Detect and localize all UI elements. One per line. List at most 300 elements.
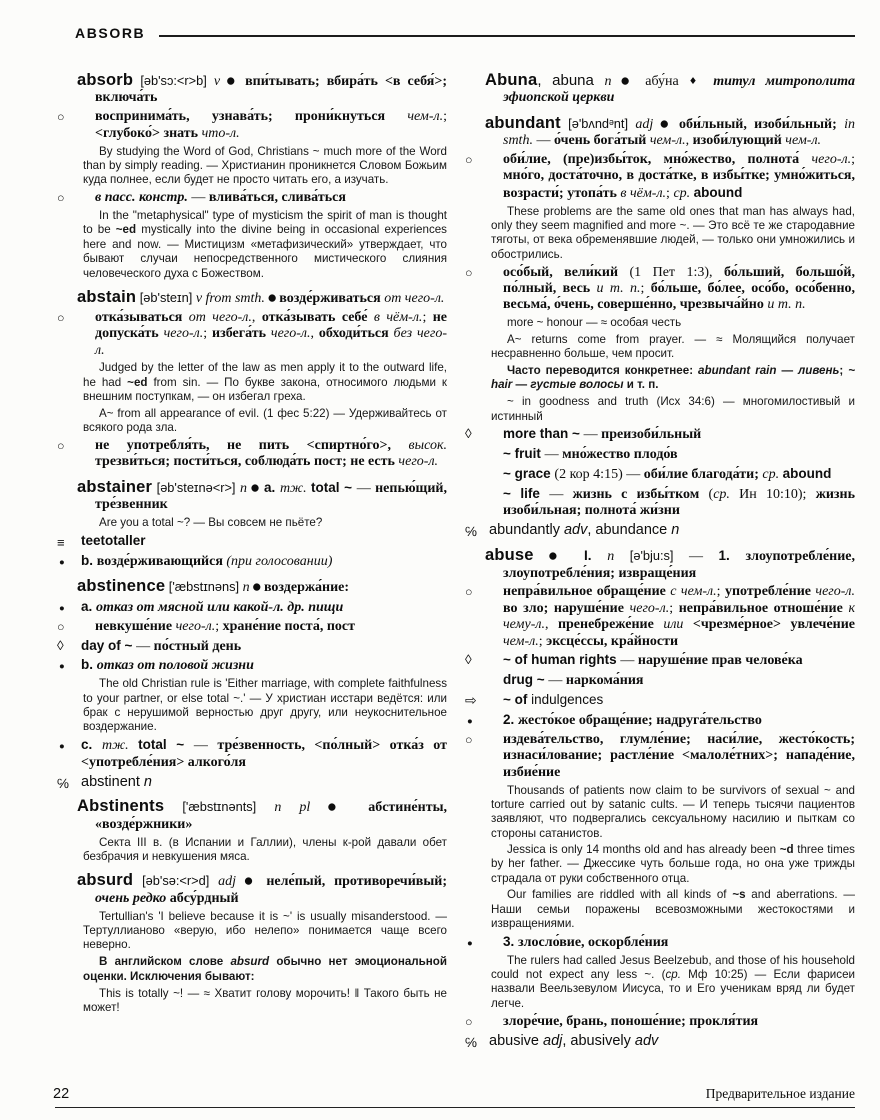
text-segment: <чрезме́рное> увлече́ние — [683, 617, 855, 633]
text-segment: total ~ — [310, 479, 357, 495]
text-segment: ; — [422, 309, 433, 325]
entry-abstain — [55, 288, 447, 307]
phrase-paragraph — [463, 446, 855, 463]
text-segment: абу́на — [645, 74, 689, 89]
paragraph-text — [491, 954, 855, 1012]
text-segment: [ə'bju:s] — [614, 548, 690, 564]
text-segment: ; — [443, 109, 447, 125]
paragraph-text — [83, 836, 447, 865]
paragraph-text — [491, 843, 855, 886]
paragraph-text — [77, 71, 447, 107]
text-segment: mystically into the divine being in occasional experiences here and now. — Мистицизм «метафизический» утверждает, что бывают случаи непосредственного мистического слияния человеческого духа с Божеством. — [83, 223, 447, 280]
paragraph-text — [81, 638, 447, 655]
sense-paragraph — [55, 310, 447, 359]
paragraph-text — [83, 677, 447, 735]
paragraph-text — [83, 955, 447, 984]
text-segment: — — [689, 549, 719, 565]
text-segment: жизнь изоби́льная; полнота́ жи́зни — [503, 487, 855, 519]
text-segment: ● — [220, 75, 246, 87]
paragraph-text — [491, 888, 855, 931]
text-segment: и т. п. — [623, 378, 659, 392]
text-segment: from sin. — По букве закона, относимого людьми к внешним поступкам, — он избегал греха. — [83, 375, 447, 404]
paragraph-text — [489, 522, 855, 539]
example-paragraph — [463, 784, 855, 842]
sense-paragraph — [463, 265, 855, 314]
text-segment: abundant — [485, 113, 561, 132]
text-segment: тж. — [279, 480, 311, 496]
paragraph-text — [503, 466, 855, 483]
text-segment: воздержа́ние: — [263, 579, 350, 595]
text-segment: ~ grace — [503, 466, 555, 482]
text-segment: abstain — [77, 287, 137, 306]
note-paragraph — [463, 364, 855, 393]
text-segment: возде́рживаться — [279, 290, 385, 306]
text-segment: жизнь с избы́тком — [572, 487, 709, 502]
text-segment: Ин 10:10); — [729, 487, 816, 502]
text-segment: чего-л. — [811, 152, 852, 167]
text-segment: three times by her father. — Джессике чуть больше года, но она уже трижды страдала от руки собственного отца. — [491, 843, 855, 885]
paragraph-text — [503, 265, 855, 314]
text-segment: 1. — [718, 548, 746, 564]
text-segment: ● — [249, 581, 264, 593]
text-segment: ; — [839, 363, 849, 377]
paragraph-text — [81, 553, 447, 570]
text-segment: adv — [634, 1032, 659, 1049]
text-segment: чем-л. — [503, 633, 539, 649]
text-segment: наруше́ние прав челове́ка — [637, 653, 803, 669]
header-rule — [159, 35, 855, 37]
text-segment: ~s — [732, 888, 746, 902]
text-segment: abuse — [485, 546, 534, 565]
letter-paragraph — [55, 638, 447, 655]
text-segment: Часто переводится конкретнее: — [507, 363, 699, 377]
entry-abuna — [463, 71, 855, 107]
example-paragraph — [55, 145, 447, 188]
text-segment: ♦ — [688, 76, 714, 87]
note-paragraph — [55, 836, 447, 865]
text-segment: отказ от мясной или какой-л. др. пищи — [96, 599, 344, 615]
paragraph-text — [503, 1014, 855, 1030]
sense-paragraph — [463, 152, 855, 202]
paragraph-text — [491, 395, 855, 424]
letter-paragraph — [55, 657, 447, 674]
text-segment: ● — [653, 118, 679, 130]
text-segment: очень редко — [95, 890, 170, 906]
text-segment: , abundance — [587, 522, 672, 539]
text-segment: Секта III в. (в Испании и Галлии), члены к-рой давали обет безбрачия и невкушения мяса. — [83, 835, 447, 864]
text-columns — [55, 64, 855, 1078]
text-segment: В английском слове — [99, 955, 231, 969]
text-segment: чего-л. — [629, 600, 670, 616]
text-segment: отказ от половой жизни — [96, 658, 254, 674]
text-segment: или — [663, 617, 684, 633]
sense-paragraph — [55, 109, 447, 142]
sense-marker: ⇨ — [465, 692, 477, 709]
sense-marker: ○ — [465, 153, 473, 167]
sense-marker: ○ — [465, 732, 473, 747]
text-segment: n — [242, 579, 250, 595]
text-segment: adj — [543, 1032, 563, 1049]
text-segment: 2. — [503, 712, 519, 728]
example-paragraph — [55, 209, 447, 281]
paragraph-text — [81, 774, 447, 791]
text-segment: Tertullian's 'I believe because it is ~' is usually misanderstood. — Тертуллианово «верую, ибо нелепо» понимается чаще всего неверно. — [83, 909, 447, 952]
text-segment: густые волосы — [530, 378, 624, 392]
text-segment: n — [143, 773, 152, 790]
sense-paragraph — [463, 712, 855, 729]
text-segment: ; — [640, 281, 651, 296]
text-segment: чем-л. — [649, 133, 686, 149]
entry-abundant — [463, 114, 855, 150]
deriv-paragraph — [463, 1033, 855, 1050]
paragraph-text — [83, 209, 447, 281]
text-segment: — — [187, 190, 209, 206]
text-segment: тж. — [101, 738, 139, 754]
letter-paragraph — [55, 737, 447, 771]
text-segment: ['æbstɪnəns] — [165, 578, 243, 594]
text-segment: v — [213, 74, 221, 89]
text-segment: чего-л. — [815, 584, 855, 600]
footer-rule — [55, 1107, 855, 1108]
text-segment: By studying the Word of God, Christians ~ much more of the Word than by simply reading. — Христианин проникнется Словом Божьим куда полнее, если будет не просто читать его, а изучать. — [83, 144, 447, 187]
text-segment: ; — [203, 326, 212, 342]
text-segment: — — [583, 427, 602, 443]
text-segment: титул митрополита эфиопской церкви — [503, 74, 855, 106]
paragraph-text — [83, 516, 447, 530]
text-segment: Thousands of patients now claim to be survivors of sexual ~ and torture carried out by satanic cults. — И теперь тысячи пациентов заявляют, что подвергались сексуальному насилию и пыткам со стороны сатанистов. — [491, 783, 855, 840]
text-segment: teetotaller — [81, 532, 146, 548]
sense-marker: ○ — [57, 619, 65, 634]
sense-marker: ● — [59, 661, 65, 673]
sense-marker: ● — [59, 556, 65, 568]
text-segment: ливень — [798, 363, 840, 377]
paragraph-text — [489, 1033, 855, 1050]
text-segment: ср. — [673, 185, 694, 201]
sense-marker: ℅ — [465, 524, 477, 540]
text-segment: adj — [635, 116, 654, 132]
text-segment: злоре́чие, брань, поноше́ние; прокля́тия — [503, 1013, 759, 1029]
text-segment: <глубоко́> знать — [95, 125, 202, 141]
page-footer — [55, 1078, 855, 1108]
text-segment: a. — [81, 598, 97, 614]
text-segment: воспринима́ть, узнава́ть; прони́кнуться — [95, 109, 408, 125]
sense-marker: ℅ — [465, 1034, 477, 1050]
text-segment: indulgences — [531, 692, 604, 708]
text-segment: ● — [246, 482, 265, 493]
text-segment: оби́лие, (пре)избы́ток, мно́жество, полнота́ — [503, 152, 812, 167]
example-paragraph — [463, 205, 855, 263]
text-segment: с чем-л. — [670, 584, 717, 600]
text-segment: абсу́рдный — [169, 890, 239, 906]
text-segment: и т. п. — [767, 297, 806, 313]
paragraph-text — [503, 692, 855, 709]
paragraph-text — [77, 797, 447, 833]
entry-abuse — [463, 546, 855, 582]
paragraph-text — [503, 712, 855, 729]
text-segment: изоби́лующий — [692, 133, 786, 149]
text-segment: , — [685, 133, 693, 149]
text-segment: The rulers had called Jesus Beelzebub, and those of his household could not expect any less ~. ( — [491, 953, 855, 982]
paragraph-text — [83, 361, 447, 404]
text-segment: Are you a total ~? — Вы совсем не пьёте? — [99, 515, 323, 529]
paragraph-text — [77, 871, 447, 907]
text-segment: abound — [693, 184, 743, 200]
paragraph-text — [83, 407, 447, 436]
text-segment: ; — [538, 633, 547, 649]
text-segment: c. — [81, 737, 102, 753]
sense-marker: ○ — [465, 265, 473, 280]
example-paragraph — [463, 333, 855, 362]
entry-abstainer — [55, 478, 447, 514]
text-segment: [əb'steɪn] — [136, 289, 196, 305]
sense-paragraph — [463, 426, 855, 443]
text-segment: ~ in goodness and truth (Исх 34:6) — многомилостивый и истинный — [491, 395, 855, 423]
paragraph-text — [83, 145, 447, 188]
sense-marker: ℅ — [57, 775, 69, 791]
text-segment: ср. — [713, 487, 730, 502]
text-segment: , abuna — [537, 72, 605, 89]
text-segment: трезви́ться; пости́ться, соблюда́ть пост; не есть — [95, 454, 399, 470]
text-segment: избега́ть — [212, 326, 271, 342]
example-paragraph — [55, 677, 447, 735]
paragraph-text — [77, 287, 447, 307]
text-segment: ● — [533, 550, 584, 562]
text-segment: , — [251, 309, 262, 325]
example-paragraph — [463, 888, 855, 931]
paragraph-text — [503, 732, 855, 781]
entry-absurd — [55, 871, 447, 907]
sense-marker: ○ — [465, 585, 473, 600]
text-segment: b. — [81, 552, 97, 568]
text-segment: непра́вильное отноше́ние — [678, 600, 849, 616]
text-segment: в чём-л. — [620, 185, 667, 201]
text-segment: — — [512, 378, 531, 392]
paragraph-text — [503, 934, 855, 951]
text-segment: мно́го, доста́точно, в доста́тке, в избы́тке; умно́житься, возрасти́; утопа́ть — [503, 168, 855, 201]
text-segment: a. — [264, 479, 280, 495]
sense-marker: ○ — [57, 438, 65, 453]
text-segment: In the "metaphysical" type of mysticism the spirit of man is thought to be — [83, 209, 447, 237]
text-segment: ; — [669, 600, 679, 616]
sense-paragraph — [463, 692, 855, 709]
example-paragraph — [55, 361, 447, 404]
text-segment: ~ed — [115, 223, 137, 237]
text-segment: Jessica is only 14 months old and has already been — [507, 843, 780, 857]
text-segment: что-л. — [201, 125, 240, 141]
text-segment: чем-л. — [785, 133, 822, 149]
text-segment: ( — [708, 487, 714, 502]
paragraph-text — [95, 190, 447, 206]
paragraph-text — [95, 438, 447, 471]
letter-paragraph — [55, 599, 447, 616]
text-segment: чего-л. — [270, 326, 311, 342]
paragraph-text — [81, 657, 447, 674]
sense-marker: ○ — [465, 1014, 473, 1029]
text-segment: абстине́нты, «возде́ржники» — [95, 800, 447, 832]
text-segment: ~ed — [127, 375, 148, 389]
text-segment: влива́ться, слива́ться — [208, 190, 346, 206]
text-segment: n — [671, 522, 680, 539]
text-segment: A~ returns come from prayer. — ≈ Молящийся получает несравненно больше, чем просит. — [491, 332, 855, 360]
text-segment: бо́льше, бо́лее, осо́бо, осо́бенно, весьма́, о́чень, соверше́нно, чрезвыча́йно — [503, 281, 855, 313]
text-segment: отка́зывать себе́ — [261, 309, 374, 325]
text-segment: бо́льший, большо́й, по́лный, весь — [503, 264, 855, 296]
paragraph-text — [491, 364, 855, 393]
paragraph-text — [491, 333, 855, 362]
text-segment: о́чень бога́тый — [553, 133, 650, 149]
sense-marker: ● — [59, 741, 65, 753]
text-segment: A~ from all appearance of evil. (1 фес 5:22) — Удерживайтесь от всякого рода зла. — [83, 406, 447, 434]
text-segment: [əb'sɔ:<r>b] — [133, 73, 214, 88]
paragraph-text — [503, 446, 855, 463]
sense-paragraph — [55, 190, 447, 206]
text-segment: неле́пый, противоречи́вый; — [266, 874, 447, 890]
paragraph-text — [485, 113, 855, 150]
text-segment: эксце́ссы, кра́йности — [546, 633, 679, 649]
text-segment: от чего-л. — [384, 290, 445, 306]
text-segment: во зло; наруше́ние — [503, 600, 630, 616]
text-segment: abusive — [489, 1032, 544, 1049]
paragraph-text — [503, 152, 855, 202]
text-segment: преизоби́льный — [601, 427, 702, 443]
text-segment: , — [544, 617, 558, 633]
text-segment: чего-л. — [398, 454, 439, 470]
paragraph-text — [503, 426, 855, 443]
phrase-paragraph — [463, 672, 855, 689]
paragraph-text — [77, 477, 447, 514]
text-segment: — — [193, 738, 218, 754]
example-paragraph — [463, 395, 855, 424]
text-segment: This is totally ~! — ≈ Хватит голову морочить! ‖ Такого быть не может! — [83, 986, 447, 1014]
text-segment: — — [620, 653, 638, 669]
text-segment: n — [607, 549, 615, 565]
text-segment: возде́рживающийся — [96, 553, 227, 569]
text-segment: пренебреже́ние — [557, 617, 664, 633]
text-segment: n — [604, 74, 612, 89]
text-segment: тре́звенность, <по́лный> отка́з от <употребле́ния> алкого́ля — [81, 738, 447, 770]
text-segment: невкуше́ние — [95, 618, 176, 634]
paragraph-text — [81, 737, 447, 771]
text-segment: abound — [782, 466, 832, 482]
left-column — [55, 64, 447, 1078]
sense-paragraph — [463, 652, 855, 669]
sense-marker: ○ — [57, 310, 65, 325]
text-segment: Abstinents — [77, 797, 165, 816]
paragraph-text — [485, 546, 855, 582]
text-segment: издева́тельство, глумле́ние; наси́лие, жесто́кость; изнаси́лование; растле́ние <малоле́тних>; нападе́ние, избие́ние — [503, 731, 855, 780]
text-segment: оби́лие благода́ти; — [643, 467, 763, 483]
text-segment: ; — [716, 584, 725, 600]
text-segment: from smth. — [205, 290, 265, 306]
text-segment: жесто́кое обраще́ние; надруга́тельство — [518, 713, 762, 729]
text-segment: и т. п. — [596, 281, 641, 296]
paragraph-text — [503, 672, 855, 689]
text-segment: Our families are riddled with all kinds of — [507, 888, 733, 902]
example-paragraph — [463, 316, 855, 330]
letter-paragraph — [55, 553, 447, 570]
text-segment: злоупотребле́ние, злоупотребле́ния; извраще́ния — [503, 549, 855, 581]
text-segment: оби́льный, изоби́льный; — [678, 116, 845, 132]
paragraph-text — [485, 71, 855, 107]
edition-note: Предварительное издание — [705, 1086, 855, 1101]
text-segment: ~ of human rights — [503, 652, 621, 668]
text-segment: употребле́ние — [724, 584, 816, 600]
text-segment: ; — [666, 185, 674, 201]
paragraph-text — [503, 486, 855, 520]
text-segment: n pl — [274, 800, 311, 816]
entry-absorb — [55, 71, 447, 107]
text-segment: — — [356, 480, 376, 496]
text-segment: , — [310, 326, 319, 342]
text-segment: в пасс. констр. — [95, 190, 188, 206]
text-segment: отка́зываться — [95, 309, 189, 325]
text-segment: непра́вильное обраще́ние — [503, 584, 671, 600]
sense-paragraph — [463, 584, 855, 650]
text-segment: absorb — [77, 71, 134, 89]
text-segment: — — [776, 363, 799, 377]
sense-marker: ● — [59, 602, 65, 614]
sense-paragraph — [463, 1014, 855, 1030]
example-paragraph — [55, 910, 447, 953]
sense-marker: ◊ — [465, 426, 472, 442]
page-number: 22 — [53, 1086, 70, 1102]
text-segment: The old Christian rule is 'Either marriage, with complete faithfulness to your partner, or else total ~.' — У христиан исстари ведётся: или брак с нерушимой верностью друг другу, или неукоснительное воздержание. — [83, 677, 447, 734]
text-segment: abundantly — [489, 522, 564, 539]
sense-marker: ≡ — [57, 534, 65, 550]
sense-marker: ○ — [57, 191, 65, 206]
text-segment: осо́бый, вели́кий — [503, 264, 630, 280]
sense-marker: ● — [467, 716, 473, 728]
text-segment: ср. — [762, 467, 783, 483]
text-segment: , abusively — [562, 1032, 635, 1049]
paragraph-text — [95, 310, 447, 359]
example-paragraph — [55, 987, 447, 1016]
sense-paragraph — [463, 934, 855, 951]
text-segment: (при голосовании) — [226, 553, 333, 569]
text-segment: не употребля́ть, не пить <спиртно́го>, — [95, 437, 409, 453]
text-segment: ~ of — [503, 692, 532, 708]
text-segment: впи́тывать; вбира́ть <в себя́>; включа́ть — [95, 74, 447, 106]
right-column — [463, 64, 855, 1078]
text-segment: absurd — [230, 955, 270, 969]
text-segment: — — [136, 638, 154, 654]
text-segment: непью́щий, тре́звенник — [95, 480, 447, 512]
deriv-paragraph — [463, 522, 855, 539]
text-segment: in smth. — [503, 116, 855, 149]
text-segment: v — [195, 290, 203, 306]
text-segment: чем-л. — [407, 109, 444, 125]
text-segment: мно́жество плодо́в — [562, 447, 678, 463]
text-segment: (1 Пет 1:3), — [629, 264, 724, 280]
text-segment: — — [548, 673, 566, 689]
sense-marker: ● — [467, 937, 473, 949]
text-segment: 3. — [503, 933, 519, 949]
sense-paragraph — [463, 732, 855, 781]
phrase-paragraph — [463, 486, 855, 520]
paragraph-text — [95, 619, 447, 635]
text-segment: ● — [236, 875, 267, 887]
text-segment: ~ hair — [491, 363, 855, 392]
text-segment: n — [239, 480, 247, 496]
entry-abstinents — [55, 797, 447, 833]
text-segment: (2 кор 4:15) — — [554, 467, 644, 483]
paragraph-text — [81, 533, 447, 550]
text-segment: drug ~ — [503, 672, 549, 688]
text-segment: day of ~ — [81, 637, 137, 653]
text-segment: — — [549, 487, 573, 502]
text-segment: высок. — [408, 437, 447, 453]
text-segment: adv — [563, 522, 588, 539]
